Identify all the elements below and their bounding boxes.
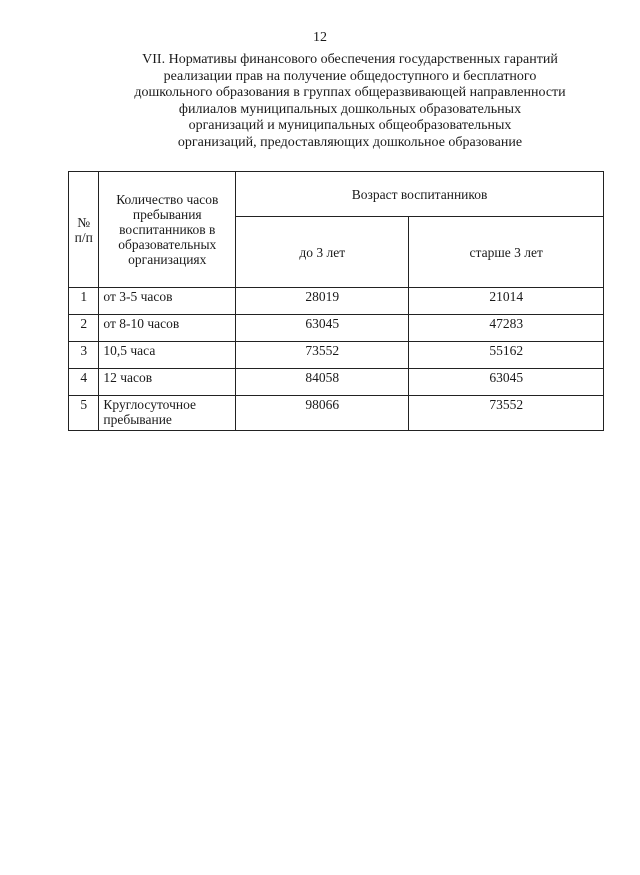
row-number: 5: [69, 396, 99, 431]
title-line: дошкольного образования в группах общеразвивающей направленности: [134, 85, 566, 100]
title-line: организаций, предоставляющих дошкольное образование: [177, 134, 523, 150]
title-line: реализации прав на получение общедоступного и бесплатного: [163, 68, 537, 84]
table-row: [69, 369, 604, 396]
funding-norms-table: [68, 171, 604, 431]
row-over-3-value: 73552: [409, 396, 604, 431]
row-hours: 10,5 часа: [99, 342, 236, 369]
row-hours: от 3-5 часов: [99, 288, 236, 315]
table-row: [69, 396, 604, 431]
header-number: № п/п: [69, 172, 99, 288]
row-number: 4: [69, 369, 99, 396]
header-under-3: до 3 лет: [236, 217, 409, 288]
row-over-3-value: 47283: [409, 315, 604, 342]
title-line: организаций и муниципальных общеобразовательных: [188, 118, 512, 133]
row-hours: 12 часов: [99, 369, 236, 396]
row-over-3-value: 21014: [409, 288, 604, 315]
row-number: 3: [69, 342, 99, 369]
table-row: [69, 342, 604, 369]
row-under-3-value: 98066: [236, 396, 409, 431]
header-age-group: Возраст воспитанников: [236, 172, 604, 217]
row-under-3-value: 63045: [236, 315, 409, 342]
header-over-3: старше 3 лет: [409, 217, 604, 288]
row-under-3-value: 73552: [236, 342, 409, 369]
row-number: 2: [69, 315, 99, 342]
table-header: [69, 172, 604, 288]
header-row: [69, 172, 604, 217]
row-over-3-value: 63045: [409, 369, 604, 396]
table-row: [69, 315, 604, 342]
header-hours: Количество часов пребывания воспитанников в образовательных организациях: [99, 172, 236, 288]
row-under-3-value: 84058: [236, 369, 409, 396]
row-hours: от 8-10 часов: [99, 315, 236, 342]
document-title: [110, 52, 590, 151]
table-body: [69, 288, 604, 431]
page-number: 12: [313, 30, 327, 45]
table-row: [69, 288, 604, 315]
title-line: VII. Нормативы финансового обеспечения государственных гарантий: [142, 52, 558, 67]
row-under-3-value: 28019: [236, 288, 409, 315]
row-number: 1: [69, 288, 99, 315]
title-line: филиалов муниципальных дошкольных образовательных: [178, 101, 522, 117]
row-hours: Круглосуточное пребывание: [99, 396, 236, 431]
row-over-3-value: 55162: [409, 342, 604, 369]
